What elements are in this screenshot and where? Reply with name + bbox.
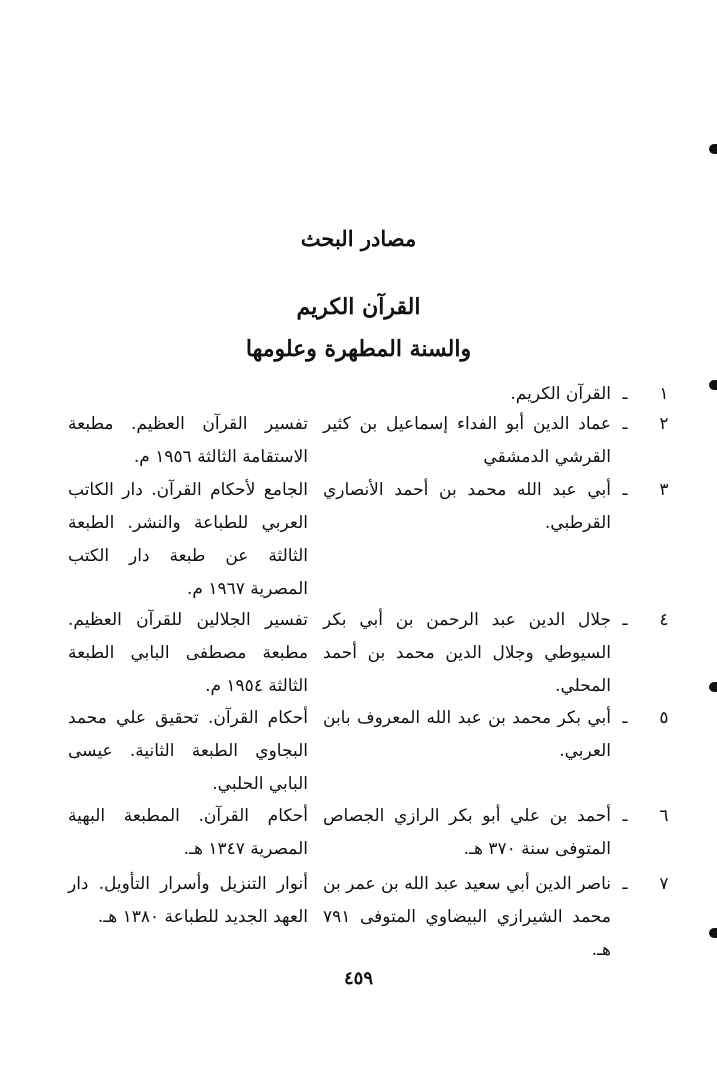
entry-work: الجامع لأحكام القرآن. دار الكاتب العربي للطباعة والنشر. الطبعة الثالثة عن طبعة دار الكتب المصرية ١٩٦٧ م. bbox=[68, 480, 308, 599]
entry-dash: ـ bbox=[622, 874, 628, 894]
entry-number: ٢ bbox=[659, 414, 669, 434]
page-edge-mark bbox=[709, 144, 717, 154]
entry-number: ٥ bbox=[659, 708, 669, 728]
entry-dash: ـ bbox=[622, 610, 628, 630]
entry-number: ١ bbox=[659, 384, 669, 404]
entry-author: أحمد بن علي أبو بكر الرازي الجصاص المتوفى سنة ٣٧٠ هـ. bbox=[323, 806, 611, 859]
entry-work: أنوار التنزيل وأسرار التأويل. دار العهد الجديد للطباعة ١٣٨٠ هـ. bbox=[68, 874, 308, 927]
entry-number: ٣ bbox=[659, 480, 669, 500]
entry-dash: ـ bbox=[622, 414, 628, 434]
page-edge-mark bbox=[709, 928, 717, 938]
entry-author: القرآن الكريم. bbox=[510, 384, 611, 404]
page-edge-mark bbox=[709, 682, 717, 692]
entry-number: ٦ bbox=[659, 806, 669, 826]
page-edge-mark bbox=[709, 380, 717, 390]
entry-author: عماد الدين أبو الفداء إسماعيل بن كثير القرشي الدمشقي bbox=[323, 414, 611, 467]
entry-work: تفسير الجلالين للقرآن العظيم. مطبعة مصطفى البابي الطبعة الثالثة ١٩٥٤ م. bbox=[68, 610, 308, 696]
section-title-sunnah: والسنة المطهرة وعلومها bbox=[245, 336, 472, 362]
entry-dash: ـ bbox=[622, 480, 628, 500]
entry-work: تفسير القرآن العظيم. مطبعة الاستقامة الثالثة ١٩٥٦ م. bbox=[68, 414, 308, 467]
page-number: ٤٥٩ bbox=[343, 968, 373, 989]
entry-author: جلال الدين عبد الرحمن بن أبي بكر السيوطي وجلال الدين محمد بن أحمد المحلي. bbox=[323, 610, 611, 696]
entry-work: أحكام القرآن. تحقيق علي محمد البجاوي الطبعة الثانية. عيسى البابي الحلبي. bbox=[68, 708, 308, 794]
entry-dash: ـ bbox=[622, 708, 628, 728]
entry-work: أحكام القرآن. المطبعة البهية المصرية ١٣٤٧ هـ. bbox=[68, 806, 308, 859]
entry-dash: ـ bbox=[622, 806, 628, 826]
entry-dash: ـ bbox=[622, 384, 628, 404]
entry-author: أبي بكر محمد بن عبد الله المعروف بابن العربي. bbox=[323, 708, 611, 761]
section-title-quran: القرآن الكريم bbox=[296, 294, 421, 320]
entry-author: أبي عبد الله محمد بن أحمد الأنصاري القرطبي. bbox=[323, 480, 611, 533]
entry-number: ٤ bbox=[659, 610, 669, 630]
page-title: مصادر البحث bbox=[300, 226, 417, 251]
entry-author: ناصر الدين أبي سعيد عبد الله بن عمر بن محمد الشيرازي البيضاوي المتوفى ٧٩١ هـ. bbox=[323, 874, 611, 960]
entry-number: ٧ bbox=[659, 874, 669, 894]
